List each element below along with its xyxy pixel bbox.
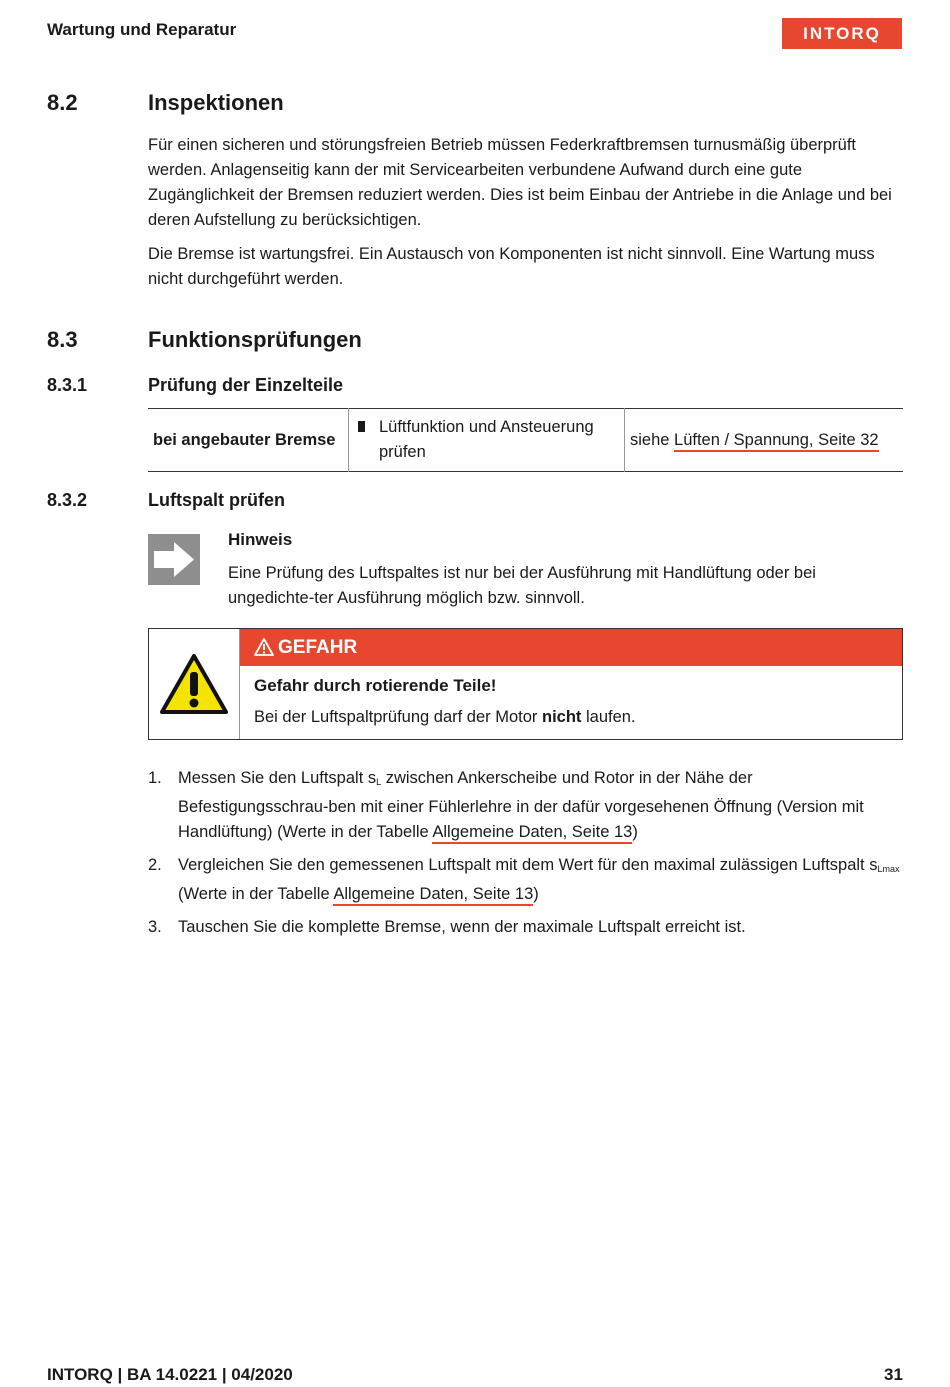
danger-box xyxy=(148,628,903,740)
step-number: 2. xyxy=(148,856,162,874)
step-text: Messen Sie den Luftspalt s xyxy=(178,769,377,787)
paragraph: Für einen sicheren und störungsfreien Betrieb müssen Federkraftbremsen turnusmäßig überprüft werden. Anlagenseitig kann der mit Servicearbeiten verbundene Aufwand durch eine gute Zugänglichkeit der Bremsen reduziert werden. Dies ist beim Einbau der Antriebe in die Anlage und bei deren Aufstellung zu berücksichtigen. xyxy=(148,136,892,229)
section-number: 8.2 xyxy=(47,90,78,115)
inspection-table xyxy=(148,408,903,472)
subsection-number: 8.3.2 xyxy=(47,490,88,510)
footer-document-id: INTORQ | BA 14.0221 | 04/2020 xyxy=(47,1365,293,1384)
bullet-icon xyxy=(358,421,365,432)
subscript: Lmax xyxy=(877,864,900,874)
step-text: Vergleichen Sie den gemessenen Luftspalt mit dem Wert für den maximal zulässigen Luftspalt s xyxy=(178,856,878,874)
running-title: Wartung und Reparatur xyxy=(47,20,237,39)
subsection-number: 8.3.1 xyxy=(47,375,88,395)
list-item xyxy=(148,915,903,940)
table-cell: bei angebauter Bremse xyxy=(148,409,349,472)
table-cell-text: Lüftfunktion und Ansteuerung prüfen xyxy=(379,418,594,461)
warning-triangle-icon xyxy=(159,653,229,715)
section-title: Funktionsprüfungen xyxy=(148,327,362,352)
danger-header xyxy=(240,629,902,666)
step-text: Tauschen Sie die komplette Bremse, wenn der maximale Luftspalt erreicht ist. xyxy=(178,918,746,936)
note-text: Eine Prüfung des Luftspaltes ist nur bei der Ausführung mit Handlüftung oder bei ungedichte-ter Ausführung möglich bzw. sinnvoll. xyxy=(228,564,816,607)
subsection-title: Luftspalt prüfen xyxy=(148,490,285,510)
step-text: zwischen Ankerscheibe und Rotor in der Nähe der Befestigungsschrau-ben mit einer Fühlerlehre in der dafür vorgesehenen Öffnung (Version mit Handlüftung) (Werte in der Tabelle xyxy=(178,769,864,841)
step-text: ) xyxy=(632,823,638,841)
note-title: Hinweis xyxy=(228,530,293,549)
table-cell xyxy=(349,409,625,472)
step-text: ) xyxy=(533,885,539,903)
danger-label: GEFAHR xyxy=(278,637,358,658)
page-number: 31 xyxy=(884,1365,903,1384)
section-body xyxy=(148,133,903,301)
step-list xyxy=(148,766,903,948)
warning-small-icon xyxy=(254,638,274,656)
danger-text-bold: nicht xyxy=(542,708,582,726)
cross-reference-link[interactable]: Allgemeine Daten, Seite 13 xyxy=(333,885,533,906)
paragraph: Die Bremse ist wartungsfrei. Ein Austausch von Komponenten ist nicht sinnvoll. Eine Wartung muss nicht durchgeführt werden. xyxy=(148,245,875,288)
danger-icon-cell xyxy=(149,629,240,739)
step-text: (Werte in der Tabelle xyxy=(178,885,334,903)
cross-reference-link[interactable]: Allgemeine Daten, Seite 13 xyxy=(432,823,632,844)
step-number: 1. xyxy=(148,769,162,787)
danger-text-part: laufen. xyxy=(581,708,636,726)
danger-subtitle: Gefahr durch rotierende Teile! xyxy=(254,676,497,695)
danger-text-part: Bei der Luftspaltprüfung darf der Motor xyxy=(254,708,542,726)
section-title: Inspektionen xyxy=(148,90,284,115)
list-item xyxy=(148,853,903,907)
subscript: L xyxy=(376,777,382,787)
section-number: 8.3 xyxy=(47,327,78,352)
table-cell xyxy=(625,409,904,472)
intorq-logo: INTORQ xyxy=(782,18,902,49)
arrow-right-icon xyxy=(148,534,200,585)
cross-reference-link[interactable]: Lüften / Spannung, Seite 32 xyxy=(674,431,879,452)
danger-text xyxy=(254,708,636,727)
list-item xyxy=(148,766,903,845)
table-cell-text: siehe xyxy=(630,430,675,449)
table-row xyxy=(148,409,903,472)
subsection-title: Prüfung der Einzelteile xyxy=(148,375,344,395)
step-number: 3. xyxy=(148,918,162,936)
